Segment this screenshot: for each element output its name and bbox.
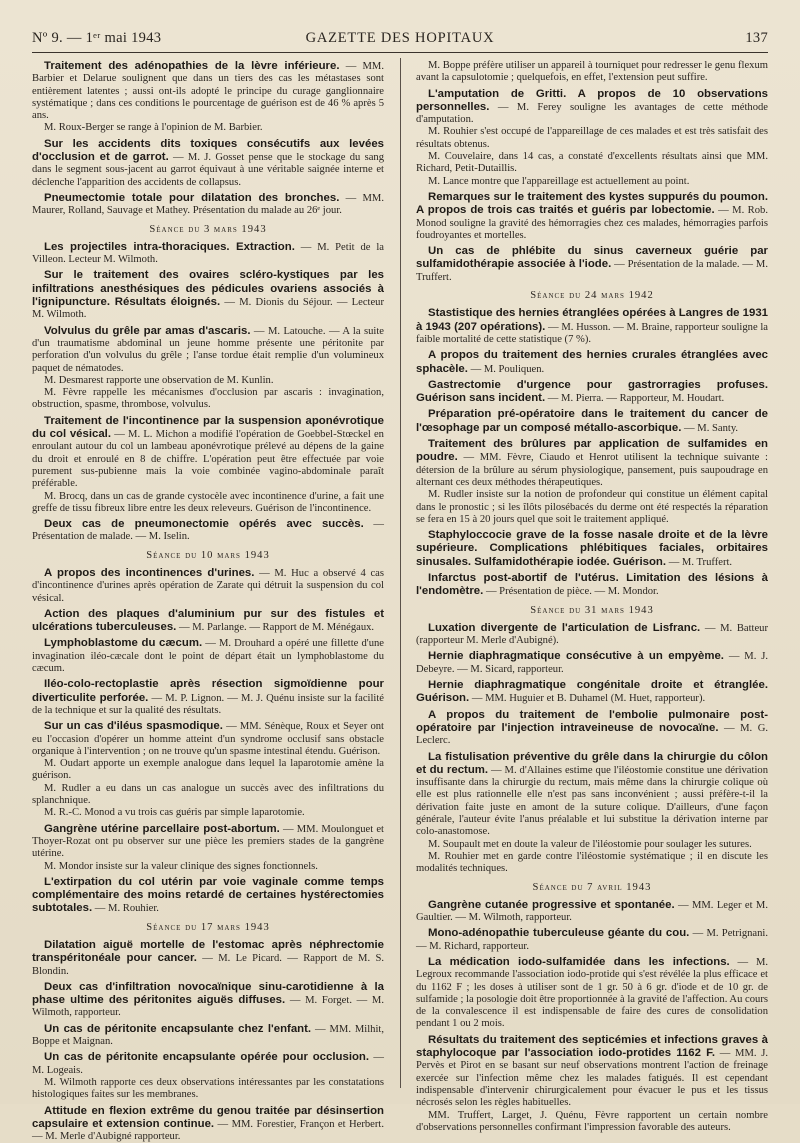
entry-paragraph bbox=[32, 518, 384, 544]
entry-text: — M. J. Debeyre. — M. Sicard, rapporteur. bbox=[416, 651, 768, 675]
entry-text: — MM. Fèvre, Ciaudo et Henrot utilisent la technique suivante : détersion de la brûlure au sérum physiologique, pansement, puis saupoudrage en alternant ces deux méthodes thérapeutiques. bbox=[416, 452, 768, 488]
entry-text: — M. Parlange. — Rapport de M. Ménégaux. bbox=[179, 622, 375, 634]
entry-paragraph bbox=[416, 349, 768, 376]
entry-paragraph bbox=[416, 650, 768, 676]
entry-text: — MM. Moulonguet et Thoyer-Rozat ont pu observer sur une pièce les premiers stades de la gangrène utérine. bbox=[32, 823, 385, 860]
entry-title: Traitement de l'incontinence par la suspension aponévrotique du col vésical. bbox=[32, 414, 384, 441]
right-column bbox=[416, 60, 769, 1133]
issue-date: Nº 9. — 1ᵉʳ mai 1943 bbox=[32, 30, 162, 46]
entry-paragraph bbox=[32, 192, 384, 218]
entry-paragraph bbox=[32, 325, 384, 375]
entry-paragraph bbox=[32, 1051, 384, 1077]
entry-paragraph bbox=[416, 622, 768, 648]
entry-text: — MM. Leger et M. Gaultier. — M. Wilmoth, rapporteur. bbox=[416, 899, 768, 924]
entry-title: Préparation pré-opératoire dans le traitement du cancer de l'œsophage par un composé métallo-ascorbique. bbox=[416, 408, 768, 434]
entry-title: Dilatation aiguë mortelle de l'estomac après néphrectomie transpéritonéale pour cancer. bbox=[32, 939, 384, 965]
entry-text: — M. Ferey souligne les avantages de cette méthode d'amputation. bbox=[416, 101, 768, 126]
article-entry bbox=[416, 438, 768, 526]
entry-text: — M. Pierra. — Rapporteur, M. Houdart. bbox=[547, 393, 725, 405]
page-header bbox=[32, 30, 768, 53]
entry-text: — M. Batteur (rapporteur M. Merle d'Aubigné). bbox=[416, 622, 768, 647]
entry-title: Gastrectomie d'urgence pour gastrorragies profuses. Guérison sans incident. bbox=[416, 378, 768, 405]
entry-text: — M. Dionis du Séjour. — Lecteur M. Wilmoth. bbox=[32, 297, 385, 321]
entry-text: — M. J. Gosset pense que le stockage du sang dans le segment sous-jacent au garrot équivaut à une véritable saignée interne et déclenche l'apparition des accidents de collapsus. bbox=[32, 152, 384, 188]
entry-title: Hernie diaphragmatique congénitale droite et étranglée. Guérison. bbox=[416, 679, 768, 705]
session-heading: Séance du 24 mars 1942 bbox=[530, 290, 654, 302]
entry-paragraph bbox=[416, 245, 768, 284]
entry-paragraph bbox=[416, 529, 768, 569]
entry-paragraph bbox=[416, 927, 768, 953]
entry-paragraph bbox=[32, 269, 384, 321]
entry-paragraph bbox=[32, 720, 384, 758]
article-entry bbox=[32, 1105, 384, 1143]
article-entry bbox=[416, 307, 768, 346]
entry-comment: M. Lance montre que l'appareillage est actuellement au point. bbox=[428, 175, 690, 187]
article-entry bbox=[32, 876, 384, 916]
entry-title: Lymphoblastome du cæcum. bbox=[44, 637, 203, 650]
entry-paragraph bbox=[32, 981, 384, 1020]
entry-paragraph bbox=[416, 899, 768, 925]
article-entry bbox=[32, 823, 384, 873]
entry-title: A propos du traitement des hernies crurales étranglées avec sphacèle. bbox=[416, 349, 768, 375]
article-entry bbox=[32, 1023, 384, 1049]
entry-paragraph bbox=[416, 379, 768, 406]
entry-text: — Présentation de malade. — M. Iselin. bbox=[32, 519, 384, 543]
entry-title: Staphyloccocie grave de la fosse nasale droite et de la lèvre supérieure. Complications phlébitiques faciales, orbitaires sinusales. Sulfamidothérapie iodée. Guérison. bbox=[416, 529, 768, 568]
entry-title: La fistulisation préventive du grêle dans la chirurgie du côlon et du rectum. bbox=[416, 750, 768, 776]
entry-comment: M. R.-C. Monod a vu trois cas guéris par simple laparotomie. bbox=[44, 807, 305, 819]
entry-title: Deux cas de pneumonectomie opérés avec succès. bbox=[44, 518, 364, 531]
entry-text: — MM. J. Pervès et Pirot en se basant sur neuf observations montrent l'action de freinage exercée sur l'infection même chez les malades fatigués. Il est cependant indispensable d'intervenir chirurgicalement pour évacuer le pus et les tissus nécrosés selon les règles habituelles. bbox=[416, 1048, 768, 1109]
entry-paragraph bbox=[416, 956, 768, 1031]
entry-comment: M. Brocq, dans un cas de grande cystocèle avec incontinence d'urine, a fait une greffe de tissu fibreux libre entre les deux releveurs. Guérison de l'incontinence. bbox=[32, 490, 384, 514]
entry-title: Sur le traitement des ovaires scléro-kystiques par les infiltrations anesthésiques des pédicules ovariens associés à l'ignipuncture. Résultats éloignés. bbox=[32, 269, 384, 309]
article-entry bbox=[32, 60, 384, 135]
article-entry bbox=[416, 650, 768, 676]
entry-paragraph bbox=[416, 438, 768, 489]
entry-title: Traitement des adénopathies de la lèvre inférieure. bbox=[44, 60, 340, 72]
entry-text: — M. Truffert. bbox=[668, 556, 733, 568]
article-entry bbox=[32, 939, 384, 978]
article-entry bbox=[32, 269, 384, 321]
article-entry bbox=[416, 679, 768, 706]
left-column bbox=[32, 60, 385, 1143]
entry-paragraph bbox=[32, 1105, 384, 1143]
article-entry bbox=[416, 927, 768, 953]
entry-text: — Présentation de la malade. — M. Truffert. bbox=[416, 259, 768, 283]
entry-text: — MM. Sénèque, Roux et Seyer ont eu l'occasion d'opérer un homme atteint d'un syndrome occlusif sans obstacle organique à l'intervention ; on ne trouve qu'un spasme intestinal étendu. Guérison. bbox=[32, 721, 384, 757]
entry-title: L'amputation de Gritti. A propos de 10 observations personnelles. bbox=[416, 87, 768, 113]
entry-title: Remarques sur le traitement des kystes suppurés du poumon. A propos de trois cas traités et guéris par lobectomie. bbox=[416, 190, 768, 217]
article-entry bbox=[32, 415, 384, 515]
entry-comment: MM. Truffert, Larget, J. Quénu, Fèvre rapportent un certain nombre d'observations personnelles confirmant l'impression favorable des auteurs. bbox=[416, 1109, 768, 1133]
entry-text: — M. G. Leclerc. bbox=[416, 722, 768, 747]
entry-text: — M. Rob. Monod souligne la gravité des hémorragies chez ces malades, hémorragies parfois foudroyantes et mortelles. bbox=[416, 205, 768, 241]
entry-paragraph bbox=[32, 567, 384, 605]
article-entry bbox=[416, 572, 768, 599]
entry-text: M. Boppe préfère utiliser un appareil à tourniquet pour redresser le genu flexum avant la capsulotomie ; quelquefois, en effet, l'extension peut suffire. bbox=[416, 60, 768, 84]
entry-title: Luxation divergente de l'articulation de Lisfranc. bbox=[428, 621, 701, 634]
entry-paragraph bbox=[32, 939, 384, 978]
entry-text: — M. Petrignani. — M. Richard, rapporteur. bbox=[416, 928, 769, 952]
entry-paragraph bbox=[416, 679, 768, 706]
article-entry bbox=[416, 622, 768, 648]
entry-paragraph bbox=[32, 1023, 384, 1049]
entry-comment: M. Desmarest rapporte une observation de M. Kunlin. bbox=[44, 374, 274, 386]
entry-title: Mono-adénopathie tuberculeuse géante du cou. bbox=[428, 927, 690, 940]
entry-title: Un cas de péritonite encapsulante chez l'enfant. bbox=[44, 1022, 312, 1035]
entry-paragraph bbox=[32, 823, 384, 861]
entry-text: — M. Husson. — M. Braine, rapporteur souligne la faible mortalité de cette statistique (7 %). bbox=[416, 321, 768, 345]
entry-paragraph bbox=[416, 1034, 768, 1110]
entry-text: — MM. Forestier, Françon et Herbert. — M. Merle d'Aubigné rapporteur. bbox=[32, 1118, 384, 1143]
entry-paragraph bbox=[416, 191, 768, 242]
entry-title: Gangrène cutanée progressive et spontanée. bbox=[428, 898, 675, 911]
article-entry bbox=[32, 981, 384, 1020]
entry-paragraph bbox=[416, 709, 768, 748]
entry-text: — MM. Huguier et B. Duhamel (M. Huet, rapporteur). bbox=[471, 693, 706, 705]
entry-paragraph bbox=[32, 241, 384, 267]
entry-title: Iléo-colo-rectoplastie après résection sigmoïdienne pour diverticulite perforée. bbox=[32, 678, 384, 704]
entry-text: — MM. Milhit, Boppe et Maignan. bbox=[32, 1023, 384, 1048]
entry-title: Les projectiles intra-thoraciques. Extraction. bbox=[44, 240, 295, 253]
entry-paragraph bbox=[32, 138, 384, 189]
entry-title: Un cas de phlébite du sinus caverneux guérie par sulfamidothérapie associée à l'iode. bbox=[416, 245, 768, 271]
article-entry bbox=[416, 245, 768, 284]
entry-title: Pneumectomie totale pour dilatation des bronches. bbox=[44, 191, 340, 204]
article-entry bbox=[32, 138, 384, 189]
entry-text: — M. Rouhier. bbox=[94, 903, 159, 915]
entry-title: La médication iodo-sulfamidée dans les infections. bbox=[428, 956, 730, 968]
article-entry bbox=[32, 192, 384, 218]
article-entry bbox=[32, 608, 384, 635]
session-heading: Séance du 31 mars 1943 bbox=[530, 604, 654, 616]
entry-text: — M. L. Michon a modifié l'opération de Goebbel-Stœckel en enroulant autour du col un lambeau aponévrotique prélevé au dépens de la gaine du droit et enroulé en 8 de chiffre. L'opération peut être effectuée par voie purement sus-pubienne mais la voie combinée vagino-abdominale paraît préférable. bbox=[32, 429, 384, 490]
session-heading: Séance du 10 mars 1943 bbox=[146, 549, 270, 561]
entry-text: — M. Pouliquen. bbox=[470, 363, 545, 375]
entry-text: — M. Le Picard. — Rapport de M. S. Blondin. bbox=[32, 953, 384, 977]
entry-text: — M. d'Allaines estime que l'iléostomie constitue une dérivation insuffisante dans la chirurgie du rectum, mais même dans la chirurgie colique où elle est plus rationnelle elle n'est pas sans inconvénient ; aussi préfère-t-il la dérivation faite juste en amont de la suture colique. D'ailleurs, d'une façon générale, l'auteur évite l'anus préalable et lui substitue la dérivation interne par colo-anastomose. bbox=[416, 764, 768, 838]
article-entry bbox=[416, 379, 768, 406]
entry-title: A propos des incontinences d'urines. bbox=[44, 566, 255, 579]
entry-paragraph bbox=[416, 88, 768, 127]
entry-paragraph bbox=[416, 307, 768, 346]
entry-paragraph bbox=[32, 678, 384, 717]
article-entry bbox=[416, 408, 768, 435]
article-entry bbox=[32, 325, 384, 412]
entry-comment: M. Wilmoth rapporte ces deux observations intéressantes par les constatations histologiques faites sur les membranes. bbox=[32, 1076, 384, 1101]
entry-paragraph bbox=[416, 60, 768, 85]
article-entry bbox=[416, 191, 768, 242]
page-number: 137 bbox=[745, 30, 768, 46]
entry-text: — M. Latouche. — A la suite d'un traumatisme abdominal un jeune homme présente une péritonite par perforation d'un volvulus du grêle ; l'anse tordue était remplie d'un volumineux paquet de nématodes. bbox=[32, 325, 384, 374]
entry-comment: M. Couvelaire, dans 14 cas, a constaté d'excellents résultats ainsi que MM. Richard, Petit-Dutaillis. bbox=[416, 151, 768, 175]
entry-paragraph bbox=[416, 751, 768, 839]
article-entry bbox=[416, 709, 768, 748]
entry-paragraph bbox=[416, 408, 768, 435]
entry-title: Gangrène utérine parcellaire post-abortum. bbox=[44, 822, 280, 835]
entry-title: L'extirpation du col utérin par voie vaginale comme temps complémentaire des moins retardé de certaines hystérectomies subtotales. bbox=[32, 875, 384, 915]
journal-title: GAZETTE DES HOPITAUX bbox=[305, 30, 495, 46]
entry-paragraph bbox=[32, 60, 384, 122]
entry-title: Hernie diaphragmatique consécutive à un empyème. bbox=[428, 650, 724, 663]
article-entry bbox=[416, 956, 768, 1031]
entry-title: Résultats du traitement des septicémies et infections graves à staphylocoque par l'association iodo-protides 1162 F. bbox=[416, 1033, 768, 1060]
column-divider bbox=[400, 58, 401, 1088]
article-entry bbox=[416, 60, 768, 85]
entry-title: Attitude en flexion extrême du genou traitée par désinsertion capsulaire et extension continue. bbox=[32, 1104, 384, 1130]
article-entry bbox=[32, 720, 384, 819]
session-heading: Séance du 3 mars 1943 bbox=[149, 223, 267, 235]
entry-title: A propos du traitement de l'embolie pulmonaire post-opératoire par l'injection intraveineuse de novocaïne. bbox=[416, 708, 768, 734]
article-entry bbox=[416, 529, 768, 569]
entry-paragraph bbox=[416, 572, 768, 599]
entry-title: Volvulus du grêle par amas d'ascaris. bbox=[44, 324, 251, 337]
entry-paragraph bbox=[32, 876, 384, 916]
article-entry bbox=[416, 899, 768, 925]
entry-text: — MM. Barbier et Delarue soulignent que dans un tiers des cas les métastases sont entièrement latentes ; aussi ont-ils adopté le principe du curage ganglionnaire systématique ; dans ces conditions le pourcentage de guérison est de 46 % après 5 ans. bbox=[32, 61, 384, 122]
entry-comment: M. Soupault met en doute la valeur de l'iléostomie pour soulager les sutures. bbox=[428, 838, 752, 850]
entry-text: — M. Santy. bbox=[684, 422, 739, 434]
entry-comment: M. Rouhier met en garde contre l'iléostomie systématique ; il en discute les modalités techniques. bbox=[416, 850, 768, 875]
entry-comment: M. Rudler insiste sur la notion de profondeur qui constitue un élément capital dans le pronostic ; si les îlôts pilosébacés du derme ont été respectés la réparation se fera en 15 à 20 jours quel que soit le traitement appliqué. bbox=[416, 489, 768, 525]
entry-comment: M. Rudler a eu dans un cas analogue un succès avec des infiltrations du splanchnique. bbox=[32, 782, 384, 807]
entry-text: — M. P. Lignon. — M. J. Quénu insiste sur la facilité de la technique et sur la qualité des résultats. bbox=[32, 692, 384, 716]
article-entry bbox=[32, 241, 384, 267]
entry-title: Action des plaques d'aluminium pur sur des fistules et ulcérations tuberculeuses. bbox=[32, 607, 384, 634]
entry-paragraph bbox=[32, 608, 384, 635]
session-heading: Séance du 17 mars 1943 bbox=[146, 921, 270, 933]
entry-paragraph bbox=[32, 637, 384, 675]
entry-text: — M. Huc a observé 4 cas d'incontinence d'urines après opération de Zarate qui détruit la suspension du col vésical. bbox=[32, 567, 384, 604]
article-entry bbox=[32, 1051, 384, 1101]
article-entry bbox=[32, 567, 384, 605]
entry-comment: M. Roux-Berger se range à l'opinion de M. Barbier. bbox=[44, 122, 263, 134]
article-entry bbox=[416, 88, 768, 188]
article-entry bbox=[416, 751, 768, 876]
entry-comment: M. Oudart apporte un exemple analogue dans lequel la laparotomie amène la guérison. bbox=[32, 758, 384, 782]
article-entry bbox=[32, 518, 384, 544]
entry-title: Infarctus post-abortif de l'utérus. Limitation des lésions à l'endomètre. bbox=[416, 571, 768, 598]
entry-text: — M. Logeais. bbox=[32, 1052, 384, 1076]
entry-title: Un cas de péritonite encapsulante opérée pour occlusion. bbox=[44, 1051, 370, 1064]
article-entry bbox=[32, 678, 384, 717]
entry-comment: M. Fèvre rappelle les mécanismes d'occlusion par ascaris : invagination, obstruction, spasme, thrombose, volvulus. bbox=[32, 387, 384, 411]
entry-title: Sur un cas d'iléus spasmodique. bbox=[44, 720, 223, 733]
article-entry bbox=[416, 1034, 768, 1134]
session-heading: Séance du 7 avril 1943 bbox=[532, 881, 652, 893]
entry-paragraph bbox=[32, 415, 384, 491]
entry-text: — M. Legroux recommande l'association iodo-protide qui s'est révélée la plus efficace et du 1162 F ; les doses à utiliser sont de 1 gr. 50 à 6 gr. d'iode et de 10 gr. de sulfamide ; la posologie doit être proportionnée à la gravité de l'affection. Au cours de la convalescence il est indispensable de faire des cures de consolidation pendant 1 ou 2 mois. bbox=[416, 957, 769, 1030]
entry-title: Stastistique des hernies étranglées opérées à Langres de 1931 à 1943 (207 opérations). bbox=[416, 307, 768, 333]
article-entry bbox=[32, 637, 384, 675]
article-entry bbox=[416, 349, 768, 376]
entry-comment: M. Rouhier s'est occupé de l'appareillage de ces malades et est très satisfait des résultats obtenus. bbox=[416, 126, 768, 150]
entry-title: Traitement des brûlures par application de sulfamides en poudre. bbox=[416, 438, 768, 464]
entry-title: Deux cas d'infiltration novocaïnique sinu-carotidienne à la phase ultime des péritonites aiguës diffuses. bbox=[32, 980, 384, 1007]
entry-text: — M. Forget. — M. Wilmoth, rapporteur. bbox=[32, 995, 384, 1019]
entry-title: Sur les accidents dits toxiques consécutifs aux levées d'occlusion et de garrot. bbox=[32, 137, 384, 164]
entry-text: — MM. Maurer, Rolland, Sauvage et Mathey. Présentation du malade au 26ᵉ jour. bbox=[32, 192, 384, 217]
entry-text: — Présentation de pièce. — M. Mondor. bbox=[485, 586, 659, 598]
entry-text: — M. Drouhard a opéré une fillette d'une invagination iléo-cæcale dont le point de départ était un lymphoblastome du cæcum. bbox=[32, 638, 384, 675]
entry-text: — M. Petit de la Villeon. Lecteur M. Wilmoth. bbox=[32, 241, 384, 266]
entry-comment: M. Mondor insiste sur la valeur clinique des signes fonctionnels. bbox=[44, 860, 318, 872]
